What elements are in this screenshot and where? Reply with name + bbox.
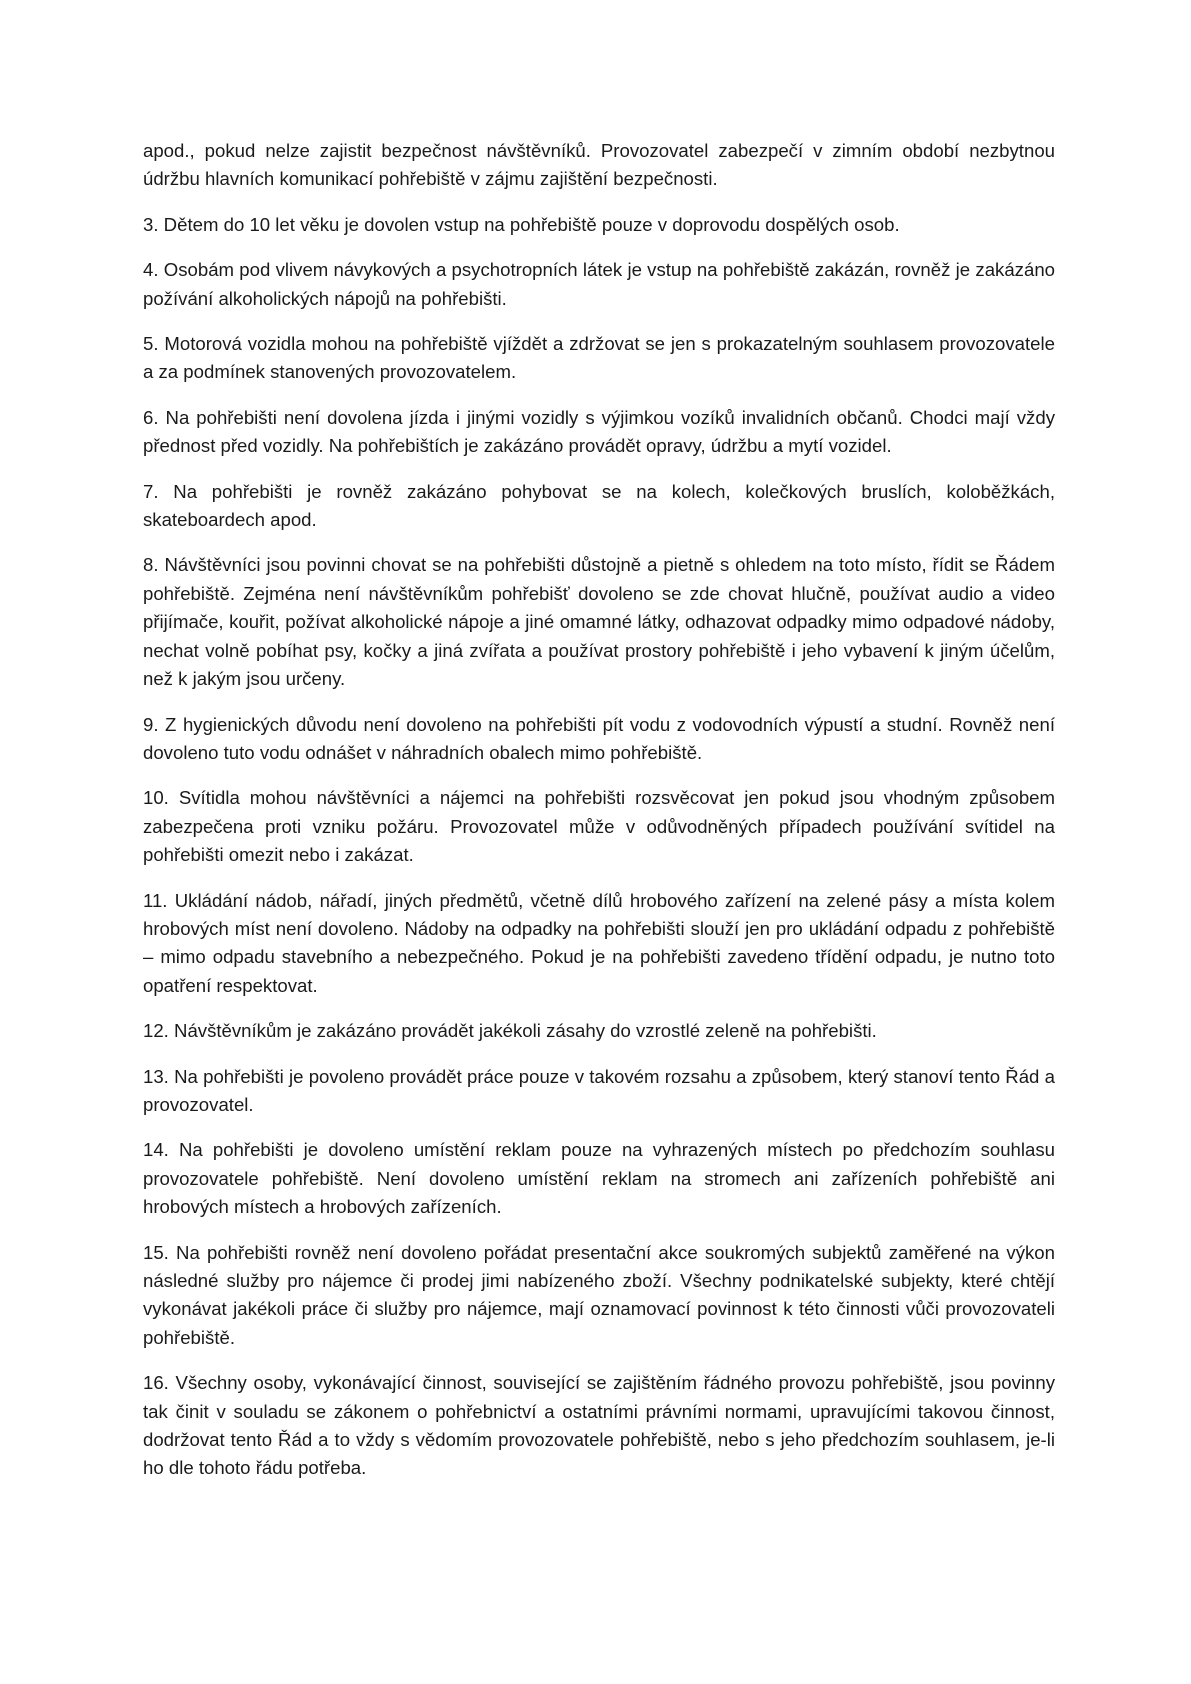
paragraph-6: 6. Na pohřebišti není dovolena jízda i jinými vozidly s výjimkou vozíků invalidních občanů. Chodci mají vždy přednost před vozidly. Na pohřebištích je zakázáno provádět opravy, údržbu a mytí vozidel. [143,406,1055,457]
paragraph-16: 16. Všechny osoby, vykonávající činnost, související se zajištěním řádného provozu pohřebiště, jsou povinny tak činit v souladu se zákonem o pohřebnictví a ostatními právními normami, upravujícími takovou činnost, dodržovat tento Řád a to vždy s vědomím provozovatele pohřebiště, nebo s jeho předchozím souhlasem, je-li ho dle tohoto řádu potřeba. [143,1372,1055,1479]
paragraph-12: 12. Návštěvníkům je zakázáno provádět jakékoli zásahy do vzrostlé zeleně na pohřebišti. [143,1020,877,1042]
paragraph-4: 4. Osobám pod vlivem návykových a psychotropních látek je vstup na pohřebiště zakázán, rovněž je zakázáno požívání alkoholických nápojů na pohřebišti. [143,259,1055,309]
paragraph-15: 15. Na pohřebišti rovněž není dovoleno pořádat presentační akce soukromých subjektů zaměřené na výkon následné služby pro nájemce či prodej jimi nabízeného zboží. Všechny podnikatelské subjekty, které chtějí vykonávat jakékoli práce či služby pro nájemce, mají oznamovací povinnost k této činnosti vůči provozovateli pohřebiště. [143,1241,1055,1348]
paragraph-5: 5. Motorová vozidla mohou na pohřebiště vjíždět a zdržovat se jen s prokazatelným souhlasem provozovatele a za podmínek stanovených provozovatelem. [143,333,1055,383]
document-body [143,137,1055,1500]
paragraph-9: 9. Z hygienických důvodu není dovoleno na pohřebišti pít vodu z vodovodních výpustí a studní. Rovněž není dovoleno tuto vodu odnášet v náhradních obalech mimo pohřebiště. [143,713,1055,763]
paragraph-10: 10. Svítidla mohou návštěvníci a nájemci na pohřebišti rozsvěcovat jen pokud jsou vhodným způsobem zabezpečena proti vzniku požáru. Provozovatel může v odůvodněných případech používání svítidel na pohřebišti omezit nebo i zakázat. [143,787,1055,866]
paragraph-13: 13. Na pohřebišti je povoleno provádět práce pouze v takovém rozsahu a způsobem, který stanoví tento Řád a provozovatel. [143,1065,1055,1115]
paragraph-14: 14. Na pohřebišti je dovoleno umístění reklam pouze na vyhrazených místech po předchozím souhlasu provozovatele pohřebiště. Není dovoleno umístění reklam na stromech ani zařízeních pohřebiště ani hrobových místech a hrobových zařízeních. [143,1139,1055,1218]
paragraph-8: 8. Návštěvníci jsou povinni chovat se na pohřebišti důstojně a pietně s ohledem na toto místo, řídit se Řádem pohřebiště. Zejména není návštěvníkům pohřebišť dovoleno se zde chovat hlučně, používat audio a video přijímače, kouřit, požívat alkoholické nápoje a jiné omamné látky, odhazovat odpadky mimo odpadové nádoby, nechat volně pobíhat psy, kočky a jiná zvířata a používat prostory pohřebiště i jeho vybavení k jiným účelům, než k jakým jsou určeny. [143,554,1055,690]
paragraph-3: 3. Dětem do 10 let věku je dovolen vstup na pohřebiště pouze v doprovodu dospělých osob. [143,213,900,235]
paragraph-continuation: apod., pokud nelze zajistit bezpečnost návštěvníků. Provozovatel zabezpečí v zimním období nezbytnou údržbu hlavních komunikací pohřebiště v zájmu zajištění bezpečnosti. [143,140,1055,190]
paragraph-7: 7. Na pohřebišti je rovněž zakázáno pohybovat se na kolech, kolečkových bruslích, koloběžkách, skateboardech apod. [143,480,1055,531]
paragraph-11: 11. Ukládání nádob, nářadí, jiných předmětů, včetně dílů hrobového zařízení na zelené pásy a místa kolem hrobových míst není dovoleno. Nádoby na odpadky na pohřebišti slouží jen pro ukládání odpadu z pohřebiště – mimo odpadu stavebního a nebezpečného. Pokud je na pohřebišti zavedeno třídění odpadu, je nutno toto opatření respektovat. [143,889,1055,996]
